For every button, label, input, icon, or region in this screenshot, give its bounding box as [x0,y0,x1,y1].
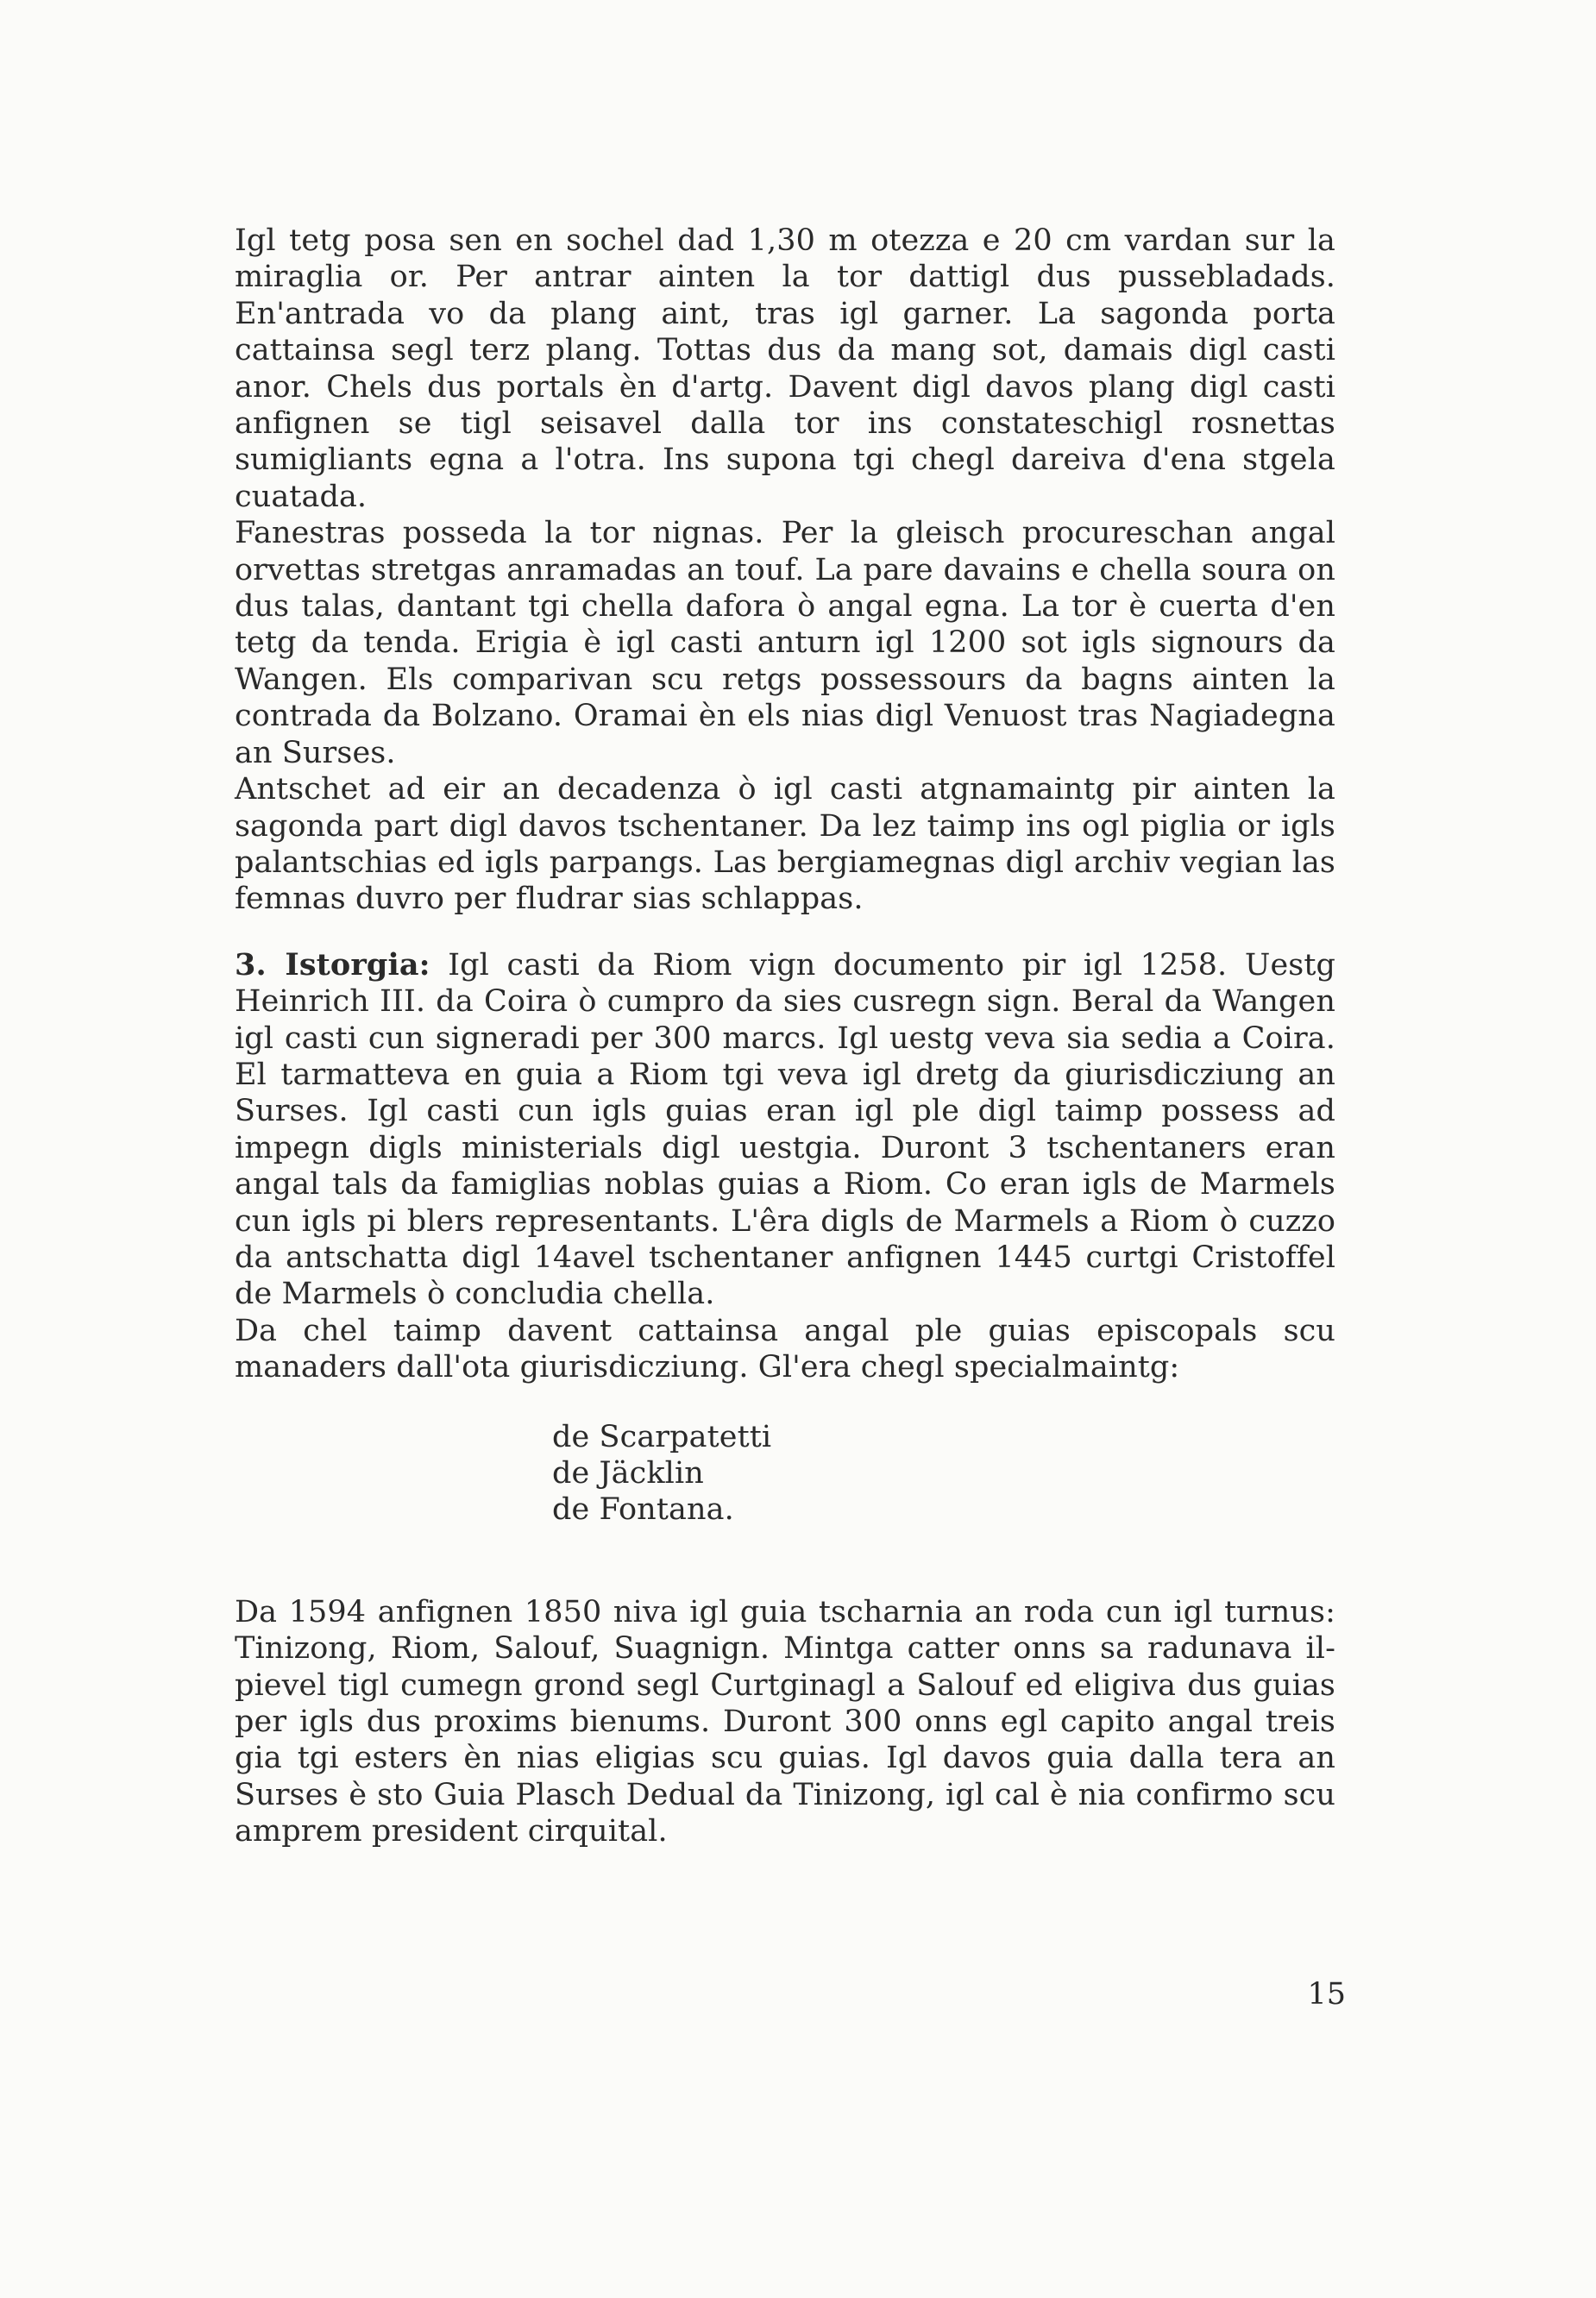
list-item: de Jäcklin [552,1456,704,1491]
list-item: de Scarpatetti [552,1419,772,1454]
paragraph-windows-and-origin: Fanestras posseda la tor nignas. Per la gleisch procureschan angal orvettas stretgas anramadas an touf. La pare davains e chella soura on dus talas, dantant tgi chella dafora ò angal egna. La tor è cuerta d'en tetg da tenda. Erigia è igl casti anturn igl 1200 sot igls signours da Wangen. Els comparivan scu retgs possessours da bagns ainten la contrada da Bolzano. Oramai èn els nias digl Venuost tras Nagiadegna an Surses. [235,516,1335,770]
paragraph-episcopal-guias: Da chel taimp davent cattainsa angal ple guias episcopals scu manaders dall'ota giurisdicziung. Gl'era chegl specialmaintg: [235,1313,1335,1385]
page-number: 15 [1307,1977,1346,2012]
section-heading-istorgia: 3. Istorgia: [235,946,430,983]
paragraph-election-rotation: Da 1594 anfignen 1850 niva igl guia tscharnia an roda cun igl turnus: Tinizong, Riom, Salouf, Suagnign. Mintga catter onns sa radunava il-pievel tigl cumegn grond segl Curtginagl a Salouf ed eligiva dus guias per igls dus proxims bienums. Duront 300 onns egl capito angal treis gia tgi esters èn nias eligias scu guias. Igl davos guia dalla tera an Surses è sto Guia Plasch Dedual da Tinizong, igl cal è nia confirmo scu amprem president cirquital. [235,1594,1335,1849]
paragraph-decline: Antschet ad eir an decadenza ò igl casti atgnamaintg pir ainten la sagonda part digl davos tschentaner. Da lez taimp ins ogl piglia or igls palantschias ed igls parpangs. Las bergiamegnas digl archiv vegian las femnas duvro per fludrar sias schlappas. [235,772,1335,917]
family-name-list [552,1419,1335,1529]
paragraph-spacer [235,918,1335,947]
list-item: de Fontana. [552,1492,734,1528]
paragraph-history [235,947,1335,1313]
page-body-text [235,223,1335,1850]
paragraph-spacer [235,1529,1335,1594]
paragraph-roof-and-entrances: Igl tetg posa sen en sochel dad 1,30 m otezza e 20 cm vardan sur la miraglia or. Per antrar ainten la tor dattigl dus pussebladads. En'antrada vo da plang aint, tras igl garner. La sagonda porta cattainsa segl terz plang. Tottas dus da mang sot, damais digl casti anor. Chels dus portals èn d'artg. Davent digl davos plang digl casti anfignen se tigl seisavel dalla tor ins constateschigl rosnettas sumigliants egna a l'otra. Ins supona tgi chegl dareiva d'ena stgela cuatada. [235,223,1335,514]
section-body-text: Igl casti da Riom vign documento pir igl 1258. Uestg Heinrich III. da Coira ò cumpro da sies cusregn sign. Beral da Wangen igl casti cun signeradi per 300 marcs. Igl uestg veva sia sedia a Coira. El tarmatteva en guia a Riom tgi veva igl dretg da giurisdicziung an Surses. Igl casti cun igls guias eran igl ple digl taimp possess ad impegn digls ministerials digl uestgia. Duront 3 tschentaners eran angal tals da famiglias noblas guias a Riom. Co eran igls de Marmels cun igls pi blers representants. L'êra digls de Marmels a Riom ò cuzzo da antschatta digl 14avel tschentaner anfignen 1445 curtgi Cristoffel de Marmels ò concludia chella. [235,947,1335,1312]
